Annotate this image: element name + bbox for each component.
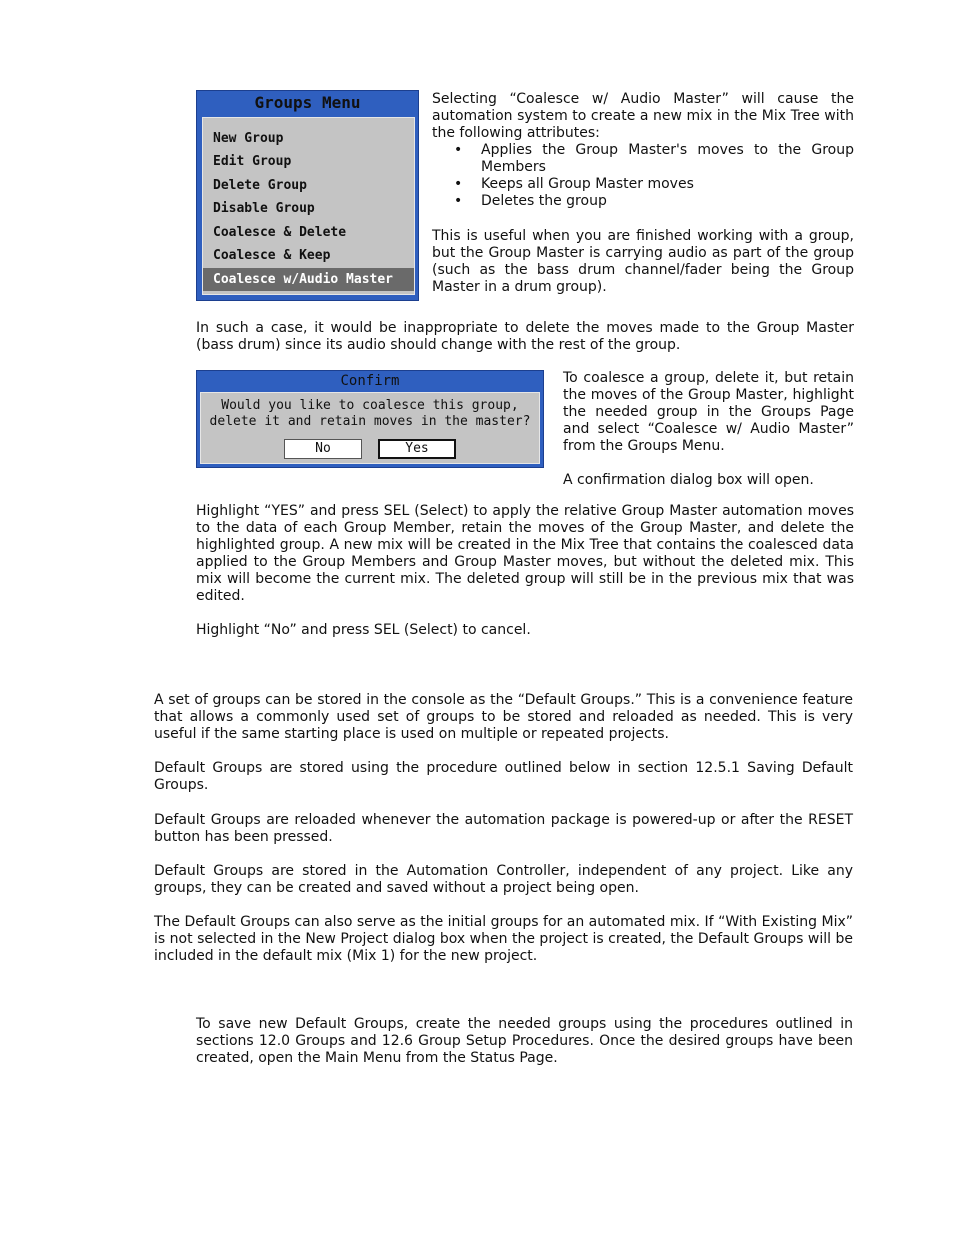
default-groups-paragraph: Default Groups are stored in the Automation Controller, independent of any project. Like any groups, they can be created and saved without a project being open.	[154, 863, 853, 896]
menu-item-coalesce-audio-master[interactable]: Coalesce w/Audio Master	[203, 268, 414, 291]
groups-menu-title: Groups Menu	[254, 93, 361, 112]
groups-menu-list	[202, 117, 415, 295]
list-item: • Deletes the group	[454, 193, 607, 209]
default-groups-paragraph: The Default Groups can also serve as the initial groups for an automated mix. If “With Existing Mix” is not selected in the New Project dialog box when the project is created, the Default Groups will be included in the default mix (Mix 1) for the new project.	[154, 914, 853, 964]
bullet-icon: •	[454, 176, 463, 192]
confirmation-note: A confirmation dialog box will open.	[563, 472, 814, 488]
confirm-dialog	[196, 370, 544, 468]
bullet-icon: •	[454, 193, 463, 209]
groups-menu	[196, 90, 419, 301]
list-item: • Keeps all Group Master moves	[454, 176, 694, 192]
intro-paragraph: Selecting “Coalesce w/ Audio Master” will cause the automation system to create a new mix in the Mix Tree with the following attributes:	[432, 91, 854, 141]
default-groups-paragraph: Default Groups are reloaded whenever the automation package is powered-up or after the RESET button has been pressed.	[154, 812, 853, 845]
menu-item-coalesce-delete[interactable]: Coalesce & Delete	[213, 225, 347, 240]
default-groups-paragraph: A set of groups can be stored in the console as the “Default Groups.” This is a convenience feature that allows a commonly used set of groups to be stored and reloaded as needed. This is very useful if the same starting place is used on multiple or repeated projects.	[154, 692, 853, 742]
menu-item-edit-group[interactable]: Edit Group	[213, 154, 292, 169]
confirm-dialog-title: Confirm	[340, 373, 400, 389]
coalesce-instructions: To coalesce a group, delete it, but retain the moves of the Group Master, highlight the needed group in the Groups Page and select “Coalesce w/ Audio Master” from the Groups Menu.	[563, 370, 854, 454]
highlight-yes-paragraph: Highlight “YES” and press SEL (Select) to apply the relative Group Master automation moves to the data of each Group Member, retain the moves of the Group Master, and delete the highlighted group. A new mix will be created in the Mix Tree that contains the coalesced data applied to the Group Members and Group Master moves, but without the deleted mix. This mix will become the current mix. The deleted group will still be in the previous mix that was edited.	[196, 503, 854, 604]
yes-button[interactable]: Yes	[378, 439, 456, 459]
menu-item-coalesce-keep[interactable]: Coalesce & Keep	[213, 248, 331, 263]
bullet-icon: •	[454, 142, 463, 158]
confirm-dialog-body	[200, 392, 540, 464]
menu-item-delete-group[interactable]: Delete Group	[213, 178, 307, 193]
highlight-no-paragraph: Highlight “No” and press SEL (Select) to cancel.	[196, 622, 531, 638]
save-defaults-paragraph: To save new Default Groups, create the needed groups using the procedures outlined in sections 12.0 Groups and 12.6 Group Setup Procedures. Once the desired groups have been created, open the Main Menu from the Status Page.	[196, 1016, 853, 1066]
useful-paragraph: This is useful when you are finished working with a group, but the Group Master is carrying audio as part of the group (such as the bass drum channel/fader being the Group Master in a drum group).	[432, 228, 854, 295]
attributes-list	[432, 142, 854, 210]
confirm-message: Would you like to coalesce this group, delete it and retain moves in the master?	[209, 398, 531, 429]
menu-item-new-group[interactable]: New Group	[213, 131, 284, 146]
menu-item-disable-group[interactable]: Disable Group	[213, 201, 315, 216]
list-item: • Applies the Group Master's moves to the Group Members	[454, 142, 854, 175]
no-button[interactable]: No	[284, 439, 362, 459]
default-groups-paragraph: Default Groups are stored using the procedure outlined below in section 12.5.1 Saving Default Groups.	[154, 760, 853, 793]
such-case-paragraph: In such a case, it would be inappropriate to delete the moves made to the Group Master (bass drum) since its audio should change with the rest of the group.	[196, 320, 854, 353]
